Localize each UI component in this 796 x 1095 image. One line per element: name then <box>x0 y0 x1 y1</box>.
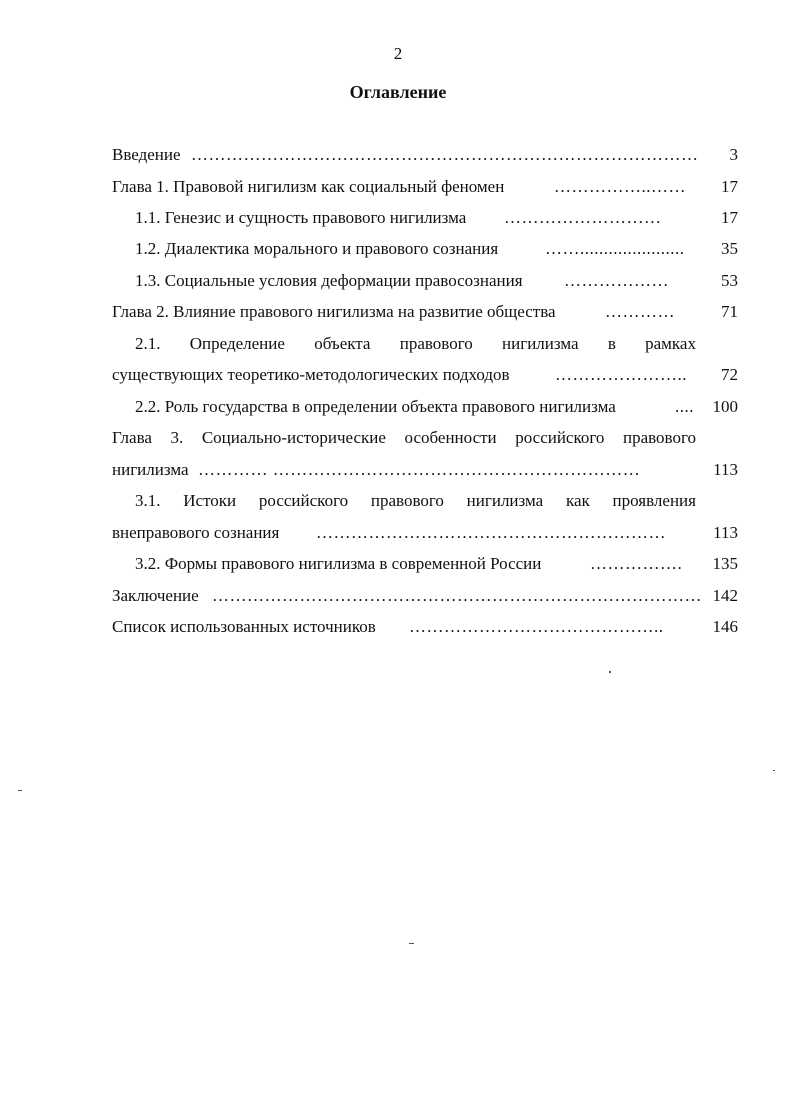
toc-word: российского <box>515 428 605 447</box>
toc-dots: ………………….. <box>555 365 687 384</box>
toc-word: нигилизма <box>502 334 579 353</box>
toc-word: правового <box>399 334 473 353</box>
toc-word: как <box>565 491 590 510</box>
page-number: 2 <box>393 44 403 63</box>
toc-entry-section-3-1-line1 <box>135 490 696 512</box>
toc-dots: …………………………………………………………………………… <box>191 145 699 164</box>
toc-entry-text: Глава 1. Правовой нигилизм как социальный феномен <box>112 177 505 196</box>
toc-word: Истоки <box>183 491 237 510</box>
toc-dots: ………… <box>605 302 675 321</box>
toc-dots: ……………………… <box>504 208 662 227</box>
toc-word: нигилизма <box>466 491 544 510</box>
toc-entry-text: 3.2. Формы правового нигилизма в современной России <box>135 554 542 573</box>
toc-page-number: 100 <box>712 397 738 416</box>
toc-word: особенности <box>404 428 497 447</box>
toc-page-number: 71 <box>721 302 738 321</box>
toc-page-number: 17 <box>721 208 738 227</box>
toc-page-number: 53 <box>721 271 738 290</box>
toc-entry-text: Глава 2. Влияние правового нигилизма на развитие общества <box>112 302 556 321</box>
scan-speck <box>409 943 414 944</box>
toc-page-number: 142 <box>712 586 738 605</box>
toc-word: Определение <box>189 334 285 353</box>
toc-word: объекта <box>314 334 371 353</box>
toc-dots: .... <box>675 397 694 416</box>
toc-word: правового <box>370 491 444 510</box>
toc-page-number: 72 <box>721 365 738 384</box>
toc-entry-text: нигилизма <box>112 460 189 479</box>
toc-word: 2.1. <box>135 334 161 353</box>
toc-entry-text: Список использованных источников <box>112 617 376 636</box>
toc-word: рамках <box>645 334 696 353</box>
toc-entry-text: 1.1. Генезис и сущность правового нигилизма <box>135 208 467 227</box>
toc-entry-text: 1.2. Диалектика морального и правового сознания <box>135 239 499 258</box>
toc-dots: ……………… <box>564 271 669 290</box>
toc-title: Оглавление <box>349 82 447 102</box>
toc-word: проявления <box>612 491 696 510</box>
toc-page-number: 135 <box>712 554 738 573</box>
toc-page-number: 3 <box>729 145 738 164</box>
scan-speck <box>18 790 22 791</box>
toc-page-number: 17 <box>721 177 738 196</box>
toc-word: 3.1. <box>135 491 161 510</box>
toc-word: в <box>607 334 616 353</box>
toc-word: Глава <box>112 428 152 447</box>
toc-dots: ………… ……………………………………………………… <box>198 460 641 479</box>
toc-word: Социально-исторические <box>201 428 386 447</box>
toc-dots: ………………………………………………………………………… <box>212 586 702 605</box>
toc-page-number: 35 <box>721 239 738 258</box>
toc-entry-text: Введение <box>112 145 181 164</box>
toc-word: правового <box>622 428 696 447</box>
toc-word: российского <box>258 491 349 510</box>
toc-dots: ……...................... <box>545 239 685 258</box>
toc-entry-section-2-1-line1 <box>135 333 696 355</box>
toc-page-number: 113 <box>713 460 738 479</box>
toc-entry-text: Заключение <box>112 586 199 605</box>
toc-entry-chapter-3-line1 <box>112 427 696 449</box>
scan-speck <box>773 770 775 771</box>
toc-word: 3. <box>170 428 184 447</box>
toc-dots: ……………..…… <box>554 177 686 196</box>
scan-speck <box>609 671 611 673</box>
toc-dots: …………………………………………………… <box>316 523 666 542</box>
toc-entry-text: внеправового сознания <box>112 523 280 542</box>
toc-entry-text: 2.2. Роль государства в определении объекта правового нигилизма <box>135 397 616 416</box>
toc-entry-text: существующих теоретико-методологических подходов <box>112 365 510 384</box>
toc-entry-text: 1.3. Социальные условия деформации правосознания <box>135 271 523 290</box>
toc-dots: …………………………………….. <box>409 617 664 636</box>
toc-page-number: 146 <box>712 617 738 636</box>
toc-page-number: 113 <box>713 523 738 542</box>
toc-dots: ……………. <box>590 554 683 573</box>
